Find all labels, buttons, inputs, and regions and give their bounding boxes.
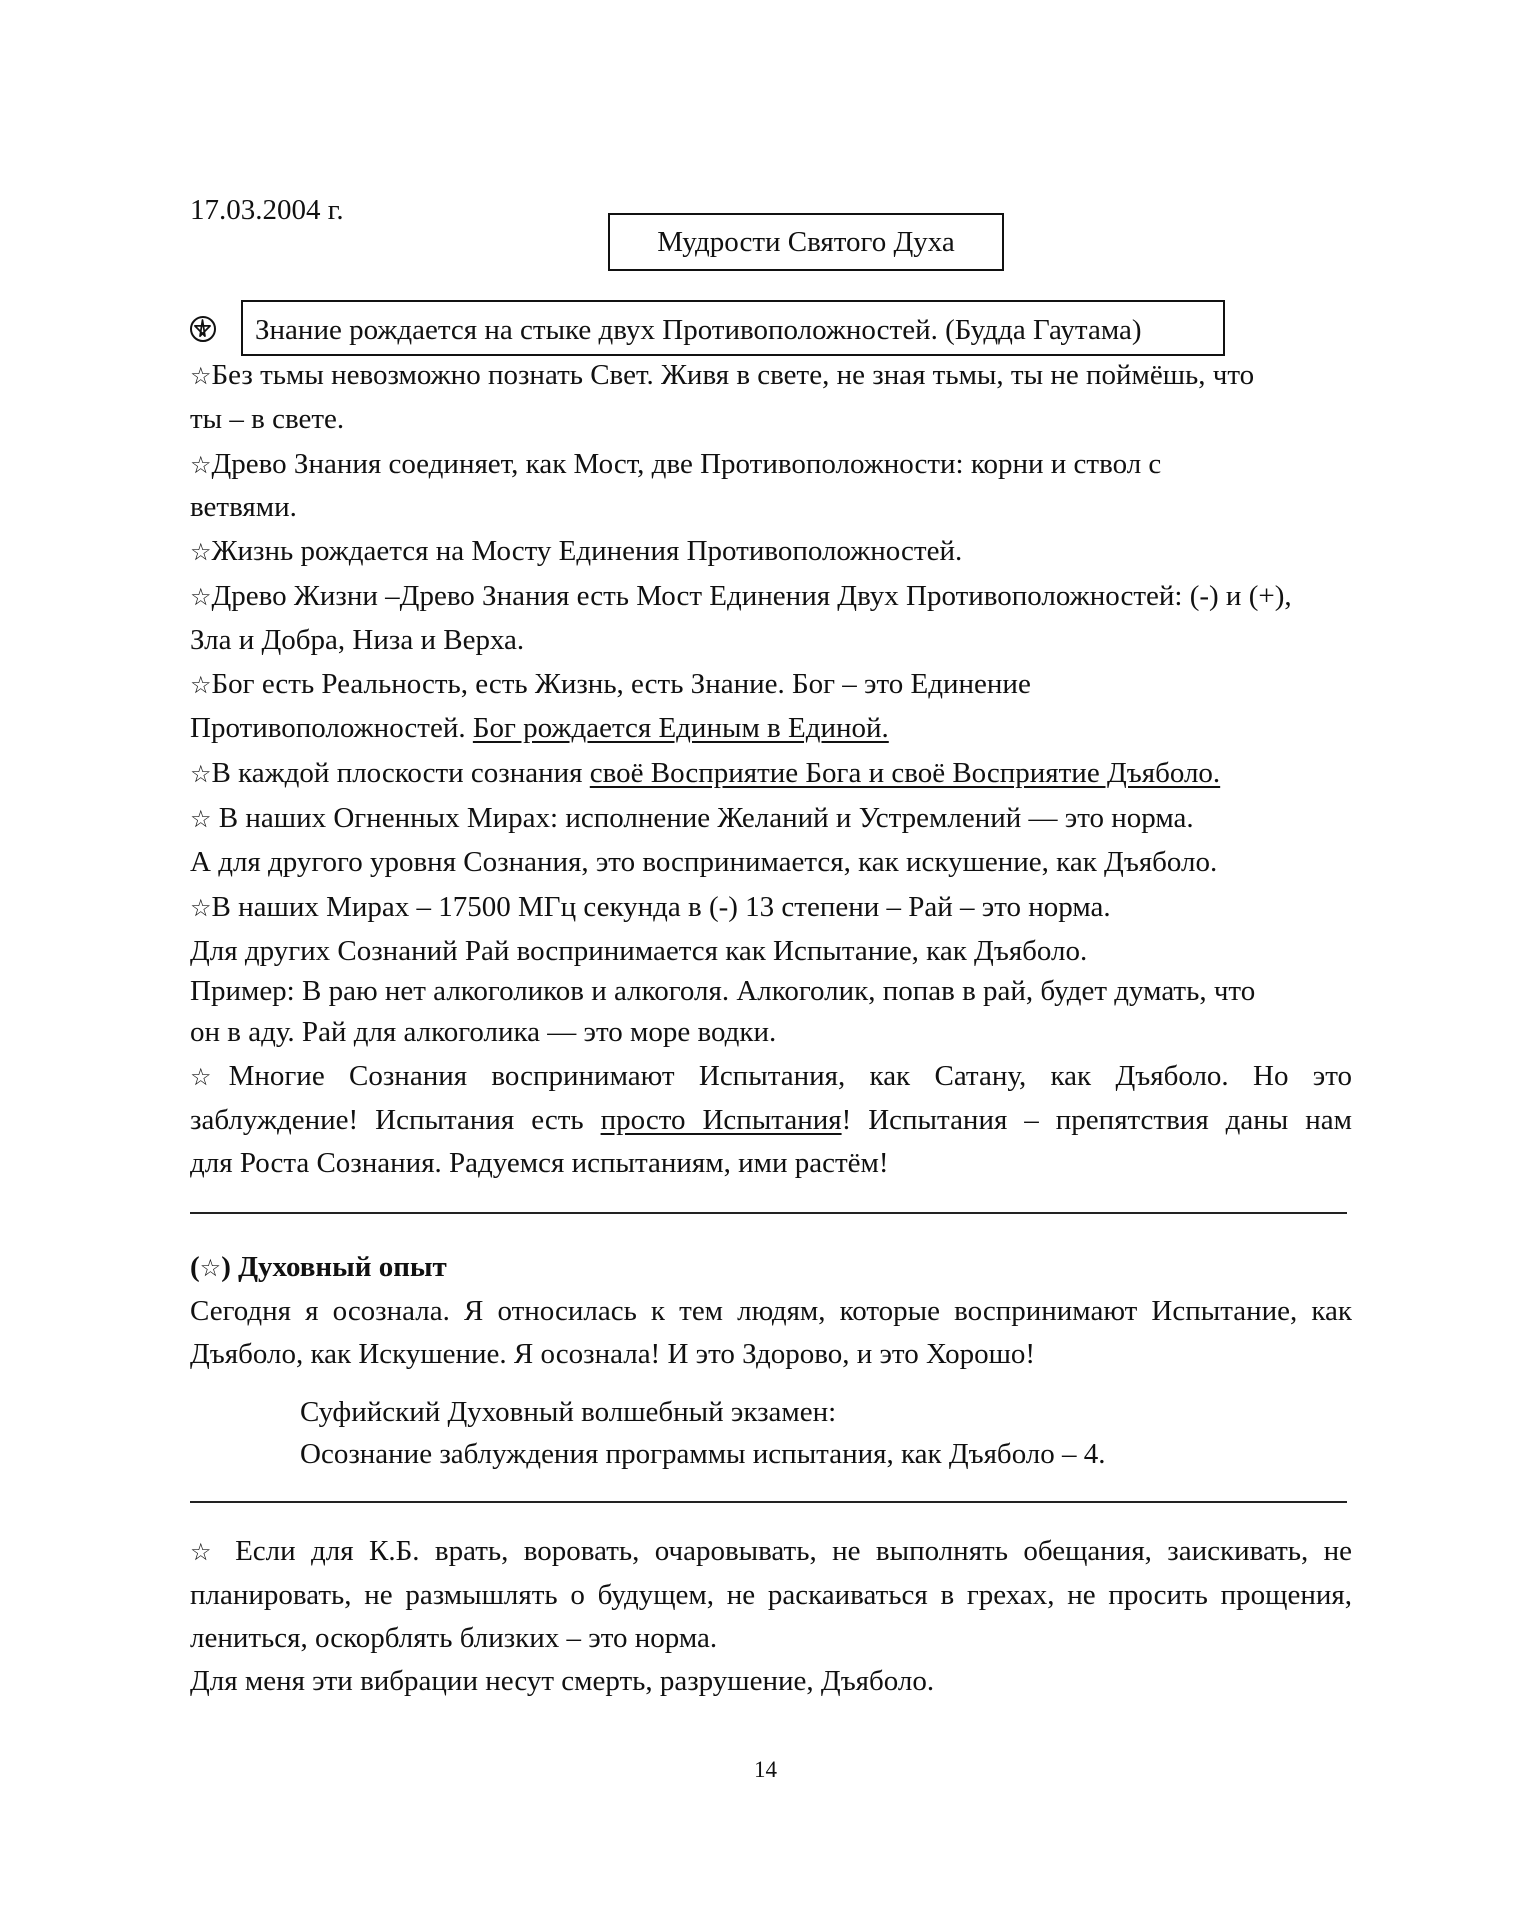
star-icon: ☆ (199, 1254, 222, 1282)
pentagram-circle-icon (190, 316, 216, 342)
line-17: ☆Многие Сознания воспринимают Испытания, как Сатану, как Дъяболо. Но это (190, 1060, 1352, 1092)
line-3: ☆Древо Знания соединяет, как Мост, две Противоположности: корни и ствол с (190, 448, 1162, 480)
experience-line-1: Сегодня я осознала. Я относилась к тем людям, которые воспринимают Испытание, как (190, 1295, 1352, 1327)
line-16: он в аду. Рай для алкоголика — это море водки. (190, 1016, 777, 1048)
star-icon: ☆ (190, 760, 212, 788)
line-14: Для других Сознаний Рай воспринимается как Испытание, как Дъяболо. (190, 935, 1088, 967)
exam-line-1: Суфийский Духовный волшебный экзамен: (300, 1396, 837, 1428)
line-15: Пример: В раю нет алкоголиков и алкоголя. Алкоголик, попав в рай, будет думать, что (190, 975, 1256, 1007)
line-1: ☆Без тьмы невозможно познать Свет. Живя в свете, не зная тьмы, ты не поймёшь, что (190, 359, 1255, 391)
star-icon: ☆ (190, 538, 212, 566)
experience-line-2: Дъяболо, как Искушение. Я осознала! И это Здорово, и это Хорошо! (190, 1338, 1036, 1370)
underlined-phrase: своё Восприятие Бога и своё Восприятие Дъяболо. (589, 757, 1221, 789)
line-19: для Роста Сознания. Радуемся испытаниям, ими растём! (190, 1147, 889, 1179)
final-line-2: планировать, не размышлять о будущем, не раскаиваться в грехах, не просить прощения, (190, 1579, 1352, 1611)
star-icon: ☆ (190, 805, 212, 833)
exam-line-2: Осознание заблуждения программы испытания, как Дъяболо – 4. (300, 1438, 1106, 1470)
star-icon: ☆ (190, 1063, 229, 1091)
star-icon: ☆ (190, 894, 212, 922)
final-line-3: лениться, оскорблять близких – это норма. (190, 1622, 718, 1654)
horizontal-rule (190, 1501, 1347, 1503)
star-icon: ☆ (190, 1538, 220, 1566)
final-line-4: Для меня эти вибрации несут смерть, разрушение, Дъяболо. (190, 1665, 935, 1697)
page-title-box: Мудрости Святого Духа (608, 213, 1004, 271)
underlined-phrase: Бог рождается Единым в Единой. (472, 712, 889, 744)
pentagram-icon (193, 319, 212, 338)
underlined-phrase: просто Испытания (600, 1104, 842, 1136)
final-line-1: ☆ Если для К.Б. врать, воровать, очаровывать, не выполнять обещания, заискивать, не (190, 1535, 1353, 1567)
line-18: заблуждение! Испытания есть просто Испытания! Испытания – препятствия даны нам (190, 1104, 1352, 1136)
line-11: ☆ В наших Огненных Мирах: исполнение Желаний и Устремлений — это норма. (190, 802, 1194, 834)
line-8: ☆Бог есть Реальность, есть Жизнь, есть Знание. Бог – это Единение (190, 668, 1031, 700)
star-icon: ☆ (190, 362, 212, 390)
star-icon: ☆ (190, 583, 212, 611)
line-6: ☆Древо Жизни –Древо Знания есть Мост Единения Двух Противоположностей: (-) и (+), (190, 580, 1292, 612)
star-icon: ☆ (190, 451, 212, 479)
experience-heading: (☆) Духовный опыт (190, 1251, 447, 1283)
line-5: ☆Жизнь рождается на Мосту Единения Противоположностей. (190, 535, 963, 567)
line-7: Зла и Добра, Низа и Верха. (190, 624, 525, 656)
line-9: Противоположностей. Бог рождается Единым в Единой. (190, 712, 889, 744)
buddha-quote-box: Знание рождается на стыке двух Противоположностей. (Будда Гаутама) (241, 300, 1225, 356)
line-4: ветвями. (190, 491, 297, 523)
horizontal-rule (190, 1212, 1347, 1214)
line-12: А для другого уровня Сознания, это воспринимается, как искушение, как Дъяболо. (190, 846, 1218, 878)
entry-date: 17.03.2004 г. (190, 194, 344, 226)
page-number: 14 (754, 1757, 777, 1782)
line-13: ☆В наших Мирах – 17500 МГц секунда в (-) 13 степени – Рай – это норма. (190, 891, 1111, 923)
star-icon: ☆ (190, 671, 212, 699)
line-10: ☆В каждой плоскости сознания своё Восприятие Бога и своё Восприятие Дъяболо. (190, 757, 1221, 789)
line-2: ты – в свете. (190, 403, 345, 435)
